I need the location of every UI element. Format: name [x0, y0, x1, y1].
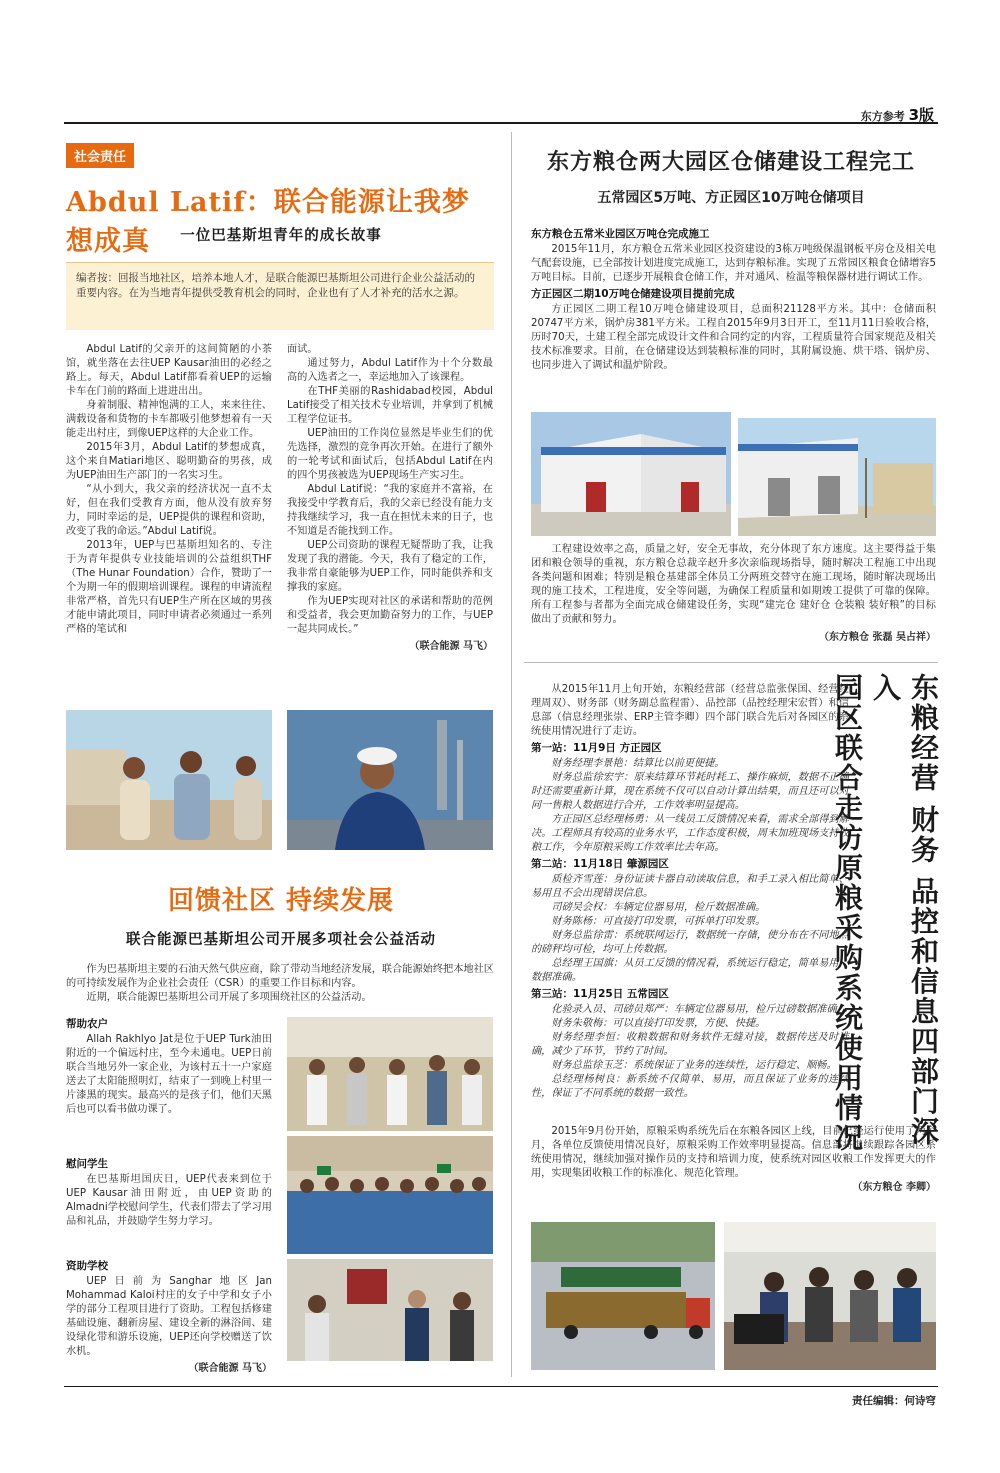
system-title-vertical: 东粮经营 财务 品控和信息四部门深入 园区联合走访原粮采购系统使用情况: [831, 673, 940, 1153]
article2-title: 回馈社区 持续发展: [167, 886, 395, 916]
article2-item-1: 帮助农户 Allah Rakhlyo Jat是位于UEP Turk油田附近的一个偏远村庄，至今未通电。UEP日前联合当地另外一家企业，为该村五十一户家庭送去了太阳能照明灯，结束了一到晚上村里一片漆黑的现实。最高兴的是孩子们，他们天黑后也可以看书做功课了。: [66, 1018, 272, 1115]
article-column-2: 面试。 通过努力，Abdul Latif作为十个分数最高的入选者之一，幸运地加入了该课程。 在THF美丽的Rashidabad校园，Abdul Latif接受了相关技术专业培训，并拿到了机械工程学位证书。 UEP油田的工作岗位显然是毕业生们的优先选择，激烈的竞争再次开始。在进行了额外的一轮考试和面试后，包括Abdul Latif在内的四个男孩被选为UEP现场生产实习生。 Abdul Latif说：“我的家庭并不富裕，在我接受中学教育后，我的父亲已经没有能力支持我继续学习，我一直在担忧未来的日子，也不知道是否能找到工作。 UEP公司资助的课程无疑帮助了我，让我发现了我的潜能。今天，我有了稳定的工作，我非常自豪能够为UEP工作，同时能供养和支撑我的家庭。 作为UEP实现对社区的承诺和帮助的范例和受益者，我会更加勤奋努力的工作，与UEP一起共同成长。” （联合能源 马飞）: [287, 344, 493, 652]
photo-trucks: [531, 1222, 715, 1370]
article-subtitle: 一位巴基斯坦青年的成长故事: [180, 228, 382, 244]
photo-abdul-family: [66, 710, 272, 850]
article2-item-3: 资助学校 UEP日前为Sanghar地区Jan Mohammad Kaloi村庄的女子中学和女子小学的部分工程项目进行了资助。工程包括修建基础设施、翻新房屋、建设全新的淋浴间、建设绿化带和游乐设施，UEP还向学校赠送了饮水机。 （联合能源 马飞）: [66, 1260, 272, 1374]
stop-heading: 第二站：11月18日 肇源园区: [531, 858, 669, 870]
system-credit: （东方粮仓 李卿）: [852, 1182, 936, 1193]
photo-warehouse-2: [738, 418, 936, 536]
item-heading: 资助学校: [66, 1260, 108, 1272]
grain-credit: （东方粮仓 张磊 吴占祥）: [819, 632, 936, 643]
column-divider: [511, 132, 512, 1377]
system-article: 从2015年11月上旬开始，东粮经营部（经营总监张保国、经营经理周双）、财务部（财务副总监程雷）、品控部（品控经理宋宏哲）和信息部（信息经理张崇、ERP主管李卿）四个部门联合先后对各园区的系统使用情况进行了走访。 第一站：11月9日 方正园区 财务经理李景艳：结算比以前更便捷。 财务总监徐宏宇：原来结算环节耗时耗工、操作麻烦，数据不正确时还需要重新计算，现在系统不仅可以自动计算出结果，而且还可以对同一售粮人数据进行合并，工作效率明显提高。 方正园区总经理杨勇：从一线员工反馈情况来看，需求全部得到解决。工程师具有较高的业务水平，工作态度积极，周末加班现场支持收粮工作，今年原粮采购工作效率比去年高。 第二站：11月18日 肇源园区 质检齐雪莲：身份证读卡器自动读取信息，和手工录入相比简单、易用且不会出现错误信息。 司磅吴会权：车辆定位器易用，检斤数据准确。 财务陈杨：可直接打印发票，可拆单打印发票。 财务总监徐雷：系统联网运行，数据统一存储，使分布在不同地点的磅秤均可检，均可上传数据。 总经理王国旗：从员工反馈的情况看，系统运行稳定，简单易用，数据准确。 第三站：11月25日 五常园区 化验录入员、司磅员郑严：车辆定位器易用，检斤过磅数据准确。 财务朱敬梅：可以直接打印发票，方便、快捷。 财务经理李恒：收粮数据和财务软件无缝对接，数据传送及时准确，减少了环节，节约了时间。 财务总监徐玉芝：系统保证了业务的连续性，运行稳定、顺畅。 总经理杨树良：新系统不仅简单、易用，而且保证了业务的连续性，保证了不同系统的数据一致性。: [531, 684, 849, 1099]
photo-warehouse-1: [531, 412, 731, 536]
footer-rule: [64, 1386, 938, 1387]
item-heading: 慰问学生: [66, 1158, 108, 1170]
article2-intro: 作为巴基斯坦主要的石油天然气供应商，除了带动当地经济发展，联合能源始终把本地社区的可持续发展作为企业社会责任（CSR）的重要工作目标和内容。 近期，联合能源巴基斯坦公司开展了多项围绕社区的公益活动。: [66, 964, 494, 1003]
stop-heading: 第三站：11月25日 五常园区: [531, 988, 669, 1000]
system-article-outro: 2015年9月份开始，原粮采购系统先后在东粮各园区上线，目前已经运行使用了两个月，各单位反馈使用情况良好，原粮采购工作效率明显提高。信息部将继续跟踪各园区系统使用情况，继续加强对操作员的支持和培训力度，使系统对园区收粮工作发挥更大的作用，实现集团收粮工作的标准化、规范化管理。 （东方粮仓 李卿）: [531, 1126, 936, 1193]
stop-heading: 第一站：11月9日 方正园区: [531, 742, 662, 754]
grain-article-conclusion: 工程建设效率之高，质量之好，安全无事故，充分体现了东方速度。这主要得益于集团和粮仓领导的重视，东方粮仓总裁辛赵升多次亲临现场指导，随时解决工程施工中出现各类问题和困难；特别是粮仓基建部全体员工分两班交替守在施工现场，随时解决现场出现的施工技术，工程进度，安全等问题，为确保工程质量和如期竣工提供了可靠的保障。所有工程参与者都为全面完成仓储建设任务，实现“建完仓 建好仓 仓装粮 装好粮”的目标做出了贡献和努力。 （东方粮仓 张磊 吴占祥）: [531, 544, 936, 643]
photo-students: [287, 1136, 493, 1254]
footer-editor: 责任编辑：何诗穹: [852, 1395, 936, 1407]
page-header: [60, 98, 940, 124]
grain-article: 东方粮仓五常米业园区万吨仓完成施工 2015年11月，东方粮仓五常米业园区投资建设的3栋万吨级保温钢板平房仓及相关电气配套设施，已全部按计划进度完成施工，达到存粮标准。实现了五常园区粮食仓储增容5万吨目标。目前，已逐步开展粮食仓储工作，并对通风、检温等粮保器材进行调试工作。 方正园区二期10万吨仓储建设项目提前完成 方正园区二期工程10万吨仓储建设项目，总面积21128平方米。其中：仓储面积20747平方米，锅炉房381平方米。工程自2015年9月3日开工，至11月11日验收合格，历时70天，土建工程全部完成设计文件和合同约定的内容，工程质量符合国家规范及相关技术标准要求。目前，在仓储建设达到装粮标准的同时，其附属设施、烘干塔、锅炉房、也同步进入了调试和温炉阶段。: [531, 228, 936, 371]
photo-school-donation: [287, 1259, 493, 1361]
header-rule: [64, 122, 938, 124]
photo-abdul-worker: [287, 710, 493, 850]
photo-farmers: [287, 1017, 493, 1131]
item-heading: 帮助农户: [66, 1018, 108, 1030]
editor-note: 编者按：回报当地社区，培养本地人才，是联合能源巴基斯坦公司进行企业公益活动的重要内容。在为当地青年提供受教育机会的同时，企业也有了人才补充的活水之源。: [66, 262, 494, 330]
section-divider: [524, 662, 938, 663]
section-tag: 社会责任: [66, 143, 134, 168]
article-credit: （联合能源 马飞）: [409, 641, 493, 652]
article-title: Abdul Latif：联合能源让我梦想成真: [66, 187, 470, 257]
article2-item-2: 慰问学生 在巴基斯坦国庆日，UEP代表来到位于UEP Kausar油田附近，由UEP资助的Almadni学校慰问学生，代表们带去了学习用品和礼品，并鼓励学生努力学习。: [66, 1158, 272, 1227]
article2-credit: （联合能源 马飞）: [188, 1363, 272, 1374]
article-column-1: Abdul Latif的父亲开的这间简陋的小茶馆，就坐落在去往UEP Kausar油田的必经之路上。每天，Abdul Latif都看着UEP的运输卡车在门前的路面上进进出出。 身着制服、精神饱满的工人，来来往往、满载设备和货物的卡车都吸引他梦想着有一天能走出村庄，到像UEP这样的大企业工作。 2015年3月，Abdul Latif的梦想成真，这个来自Matiari地区、聪明勤奋的男孩，成为UEP油田生产部门的一名实习生。 “从小到大，我父亲的经济状况一直不太好，但在我们受教育方面，他从没有放弃努力，同时幸运的是，UEP提供的课程和资助，改变了我的命运。”Abdul Latif说。 2013年，UEP与巴基斯坦知名的、专注于为青年提供专业技能培训的公益组织THF（The Hunar Foundation）合作，赞助了一个为期一年的假期培训课程。课程的申请流程非常严格，首先只有UEP生产所在区域的男孩才能申请此项目，同时申请者必须通过一系列严格的笔试和: [66, 344, 272, 635]
page-header-label: 东方参考 3版: [860, 106, 934, 124]
grain-h1: 东方粮仓五常米业园区万吨仓完成施工: [531, 228, 710, 240]
article2-subtitle: 联合能源巴基斯坦公司开展多项社会公益活动: [126, 932, 436, 948]
grain-title: 东方粮仓两大园区仓储建设工程完工: [546, 150, 915, 175]
grain-subtitle: 五常园区5万吨、方正园区10万吨仓储项目: [597, 190, 865, 206]
photo-office-visit: [724, 1222, 936, 1370]
grain-h2: 方正园区二期10万吨仓储建设项目提前完成: [531, 288, 735, 300]
